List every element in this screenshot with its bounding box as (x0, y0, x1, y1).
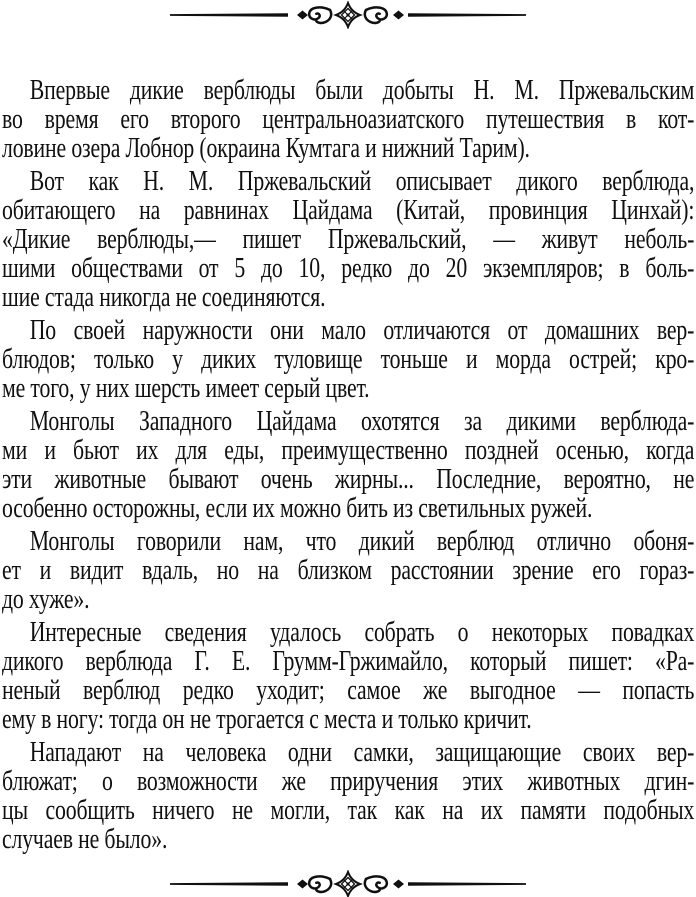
paragraph (2, 407, 694, 523)
paragraph (2, 316, 694, 403)
text-line: Впервые дикие верблюды были добыты Н. М. Пржевальским (29, 74, 695, 106)
text-line: во время его второго центральноазиатского путешествия в кот- (2, 103, 695, 135)
paragraph (2, 527, 694, 614)
text-line: Монголы Западного Цайдама охотятся за дикими верблюда- (29, 405, 695, 437)
text-line: Нападают на человека одни самки, защищающие своих вер- (29, 736, 695, 768)
text-line: блюжат; о возможности же приручения этих животных дгин- (2, 765, 695, 797)
text-line: дикого верблюда Г. Е. Грумм-Гржимайло, который пишет: «Ра- (2, 645, 695, 677)
text-line: обитающего на равнинах Цайдама (Китай, провинция Цинхай): (2, 194, 695, 226)
rule-line-left (170, 13, 288, 16)
text-line: ми и бьют их для еды, преимущественно поздней осенью, когда (2, 434, 695, 466)
diamond-icon-right (393, 11, 404, 20)
scroll-flourish-icon-left (309, 7, 331, 23)
text-line: блюдов; только у диких туловище тоньше и морда острей; кро- (2, 343, 695, 375)
bottom-divider-ornament (170, 870, 526, 897)
text-line: Вот как Н. М. Пржевальский описывает дикого верблюда, (29, 165, 695, 197)
paragraph (2, 738, 694, 854)
text-block (2, 76, 694, 858)
text-line: По своей наружности они мало отличаются от домашних вер- (29, 314, 695, 346)
text-line: ему в ногу: тогда он не трогается с места и только кричит. (2, 703, 532, 735)
text-line: неный верблюд редко уходит; самое же выгодное — попасть (2, 674, 695, 706)
rosette-icon (336, 3, 360, 27)
text-line: ме того, у них шерсть имеет серый цвет. (2, 372, 370, 404)
text-line: ет и видит вдаль, но на близком расстоянии зрение его гораз- (2, 554, 695, 586)
text-line: эти животные бывают очень жирны... Последние, вероятно, не (2, 463, 695, 495)
text-line: шие стада никогда не соединяются. (2, 281, 326, 313)
text-line: Интересные сведения удалось собрать о некоторых повадках (29, 616, 695, 648)
text-line: шими обществами от 5 до 10, редко до 20 экземпляров; в боль- (2, 252, 695, 284)
diamond-icon-left (297, 11, 308, 20)
text-line: ловине озера Лобнор (окраина Кумтага и нижний Тарим). (2, 132, 530, 164)
top-divider-ornament (170, 1, 526, 29)
text-line: до хуже». (2, 583, 90, 615)
text-line: Монголы говорили нам, что дикий верблюд отлично обоня- (29, 525, 695, 557)
scroll-flourish-icon-right (365, 7, 387, 23)
text-line: «Дикие верблюды,— пишет Пржевальский, — живут неболь- (2, 223, 695, 255)
rule-line-right (408, 13, 526, 16)
paragraph (2, 167, 694, 312)
text-line: случаев не было». (2, 823, 168, 855)
text-line: цы сообщить ничего не могли, так как на их памяти подобных (2, 794, 695, 826)
paragraph (2, 618, 694, 734)
text-line: особенно осторожны, если их можно бить из светильных ружей. (2, 492, 593, 524)
paragraph (2, 76, 694, 163)
